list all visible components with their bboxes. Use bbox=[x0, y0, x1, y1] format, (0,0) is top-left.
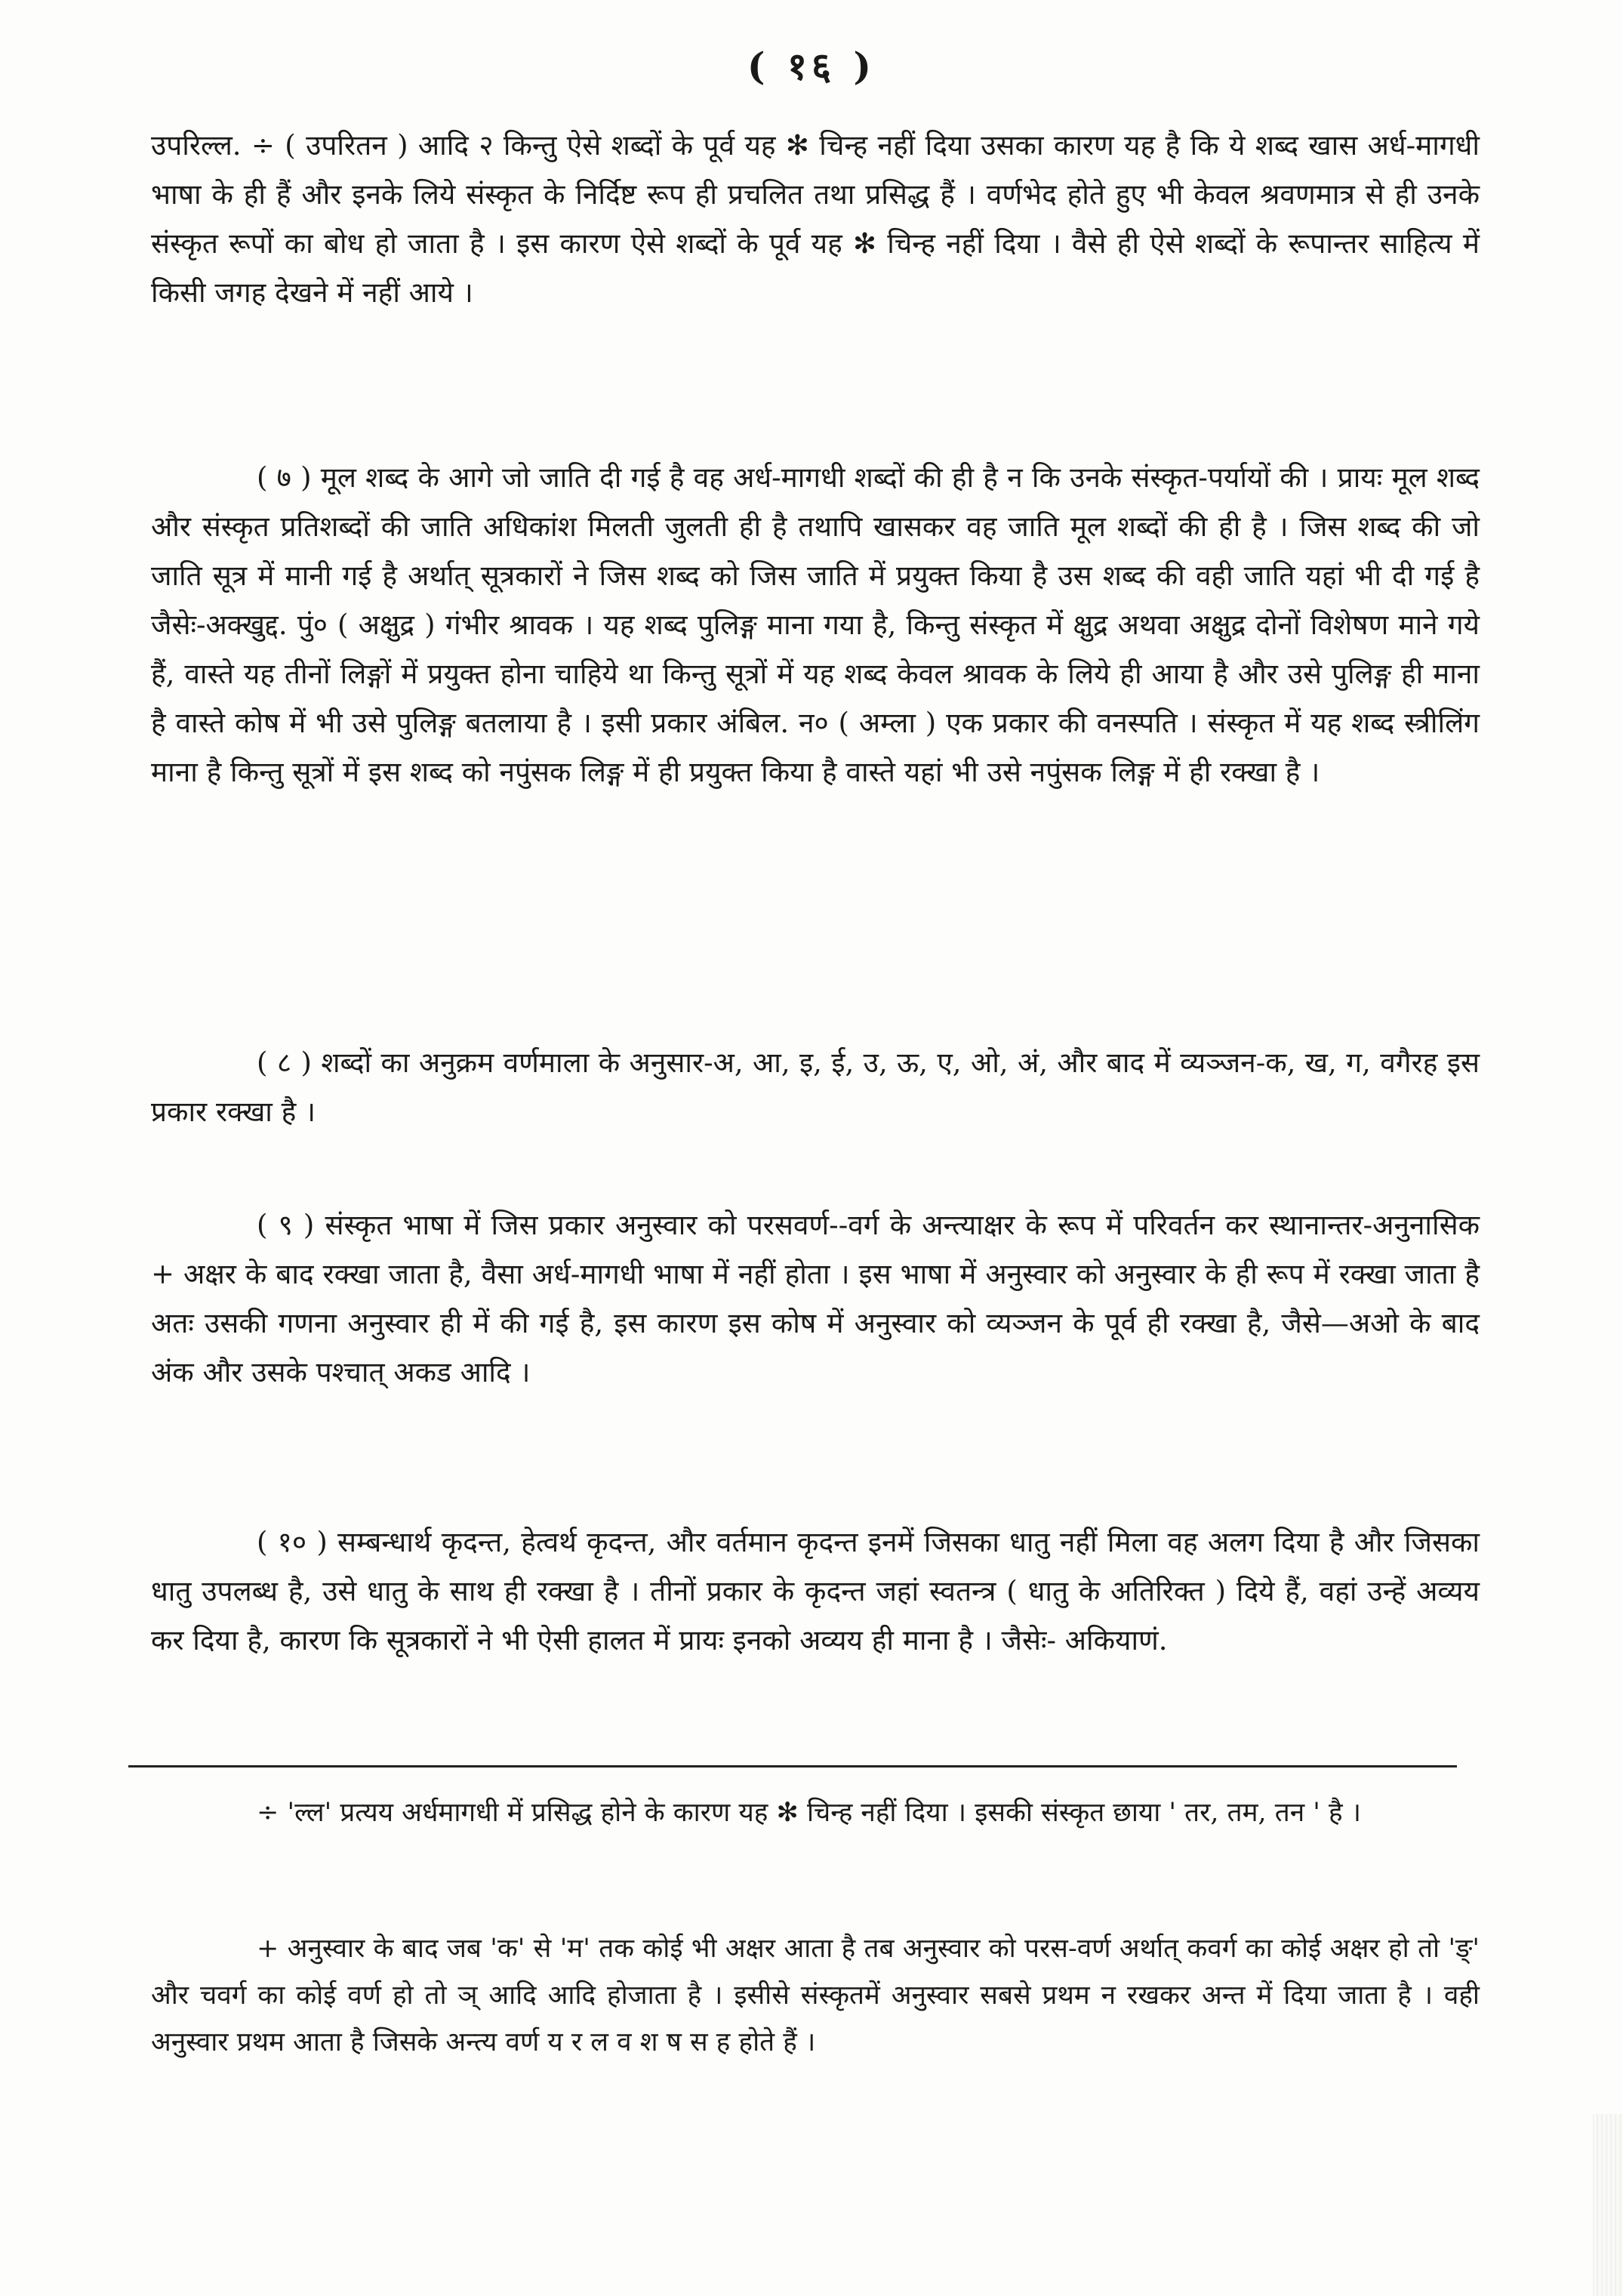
page-number: ( १६ ) bbox=[747, 44, 876, 88]
scan-edge-artifact bbox=[1593, 2114, 1623, 2296]
footnote-text: ÷ 'ल्ल' प्रत्यय अर्धमागधी में प्रसिद्ध होने के कारण यह ✻ चिन्ह नहीं दिया । इसकी संस्कृत छाया ' तर, तम, तन ' है । bbox=[257, 1798, 1362, 1828]
footnote-2 bbox=[151, 1925, 1480, 2066]
footnote-text: + अनुस्वार के बाद जब 'क' से 'म' तक कोई भी अक्षर आता है तब अनुस्वार को परस-वर्ण अर्थात् कवर्ग का कोई अक्षर हो तो 'ङ्' और चवर्ग का कोई वर्ण हो तो ञ् आदि आदि होजाता है । इसीसे संस्कृतमें अनुस्वार सबसे प्रथम न रखकर अन्त में दिया जाता है । वही अनुस्वार प्रथम आता है जिसके अन्त्य वर्ण य र ल व श ष स ह होते हैं । bbox=[151, 1934, 1480, 2057]
paragraph-text: ( ८ ) शब्दों का अनुक्रम वर्णमाला के अनुसार-अ, आ, इ, ई, उ, ऊ, ए, ओ, अं, और बाद में व्यञ्जन-क, ख, ग, वगैरह इस प्रकार रक्खा है । bbox=[151, 1046, 1480, 1128]
paragraph-9 bbox=[151, 1200, 1480, 1397]
footnote-divider bbox=[128, 1765, 1457, 1767]
paragraph-text: उपरिल्ल. ÷ ( उपरितन ) आदि २ किन्तु ऐसे शब्दों के पूर्व यह ✻ चिन्ह नहीं दिया उसका कारण यह है कि ये शब्द खास अर्ध-मागधी भाषा के ही हैं और इनके लिये संस्कृत के निर्दिष्ट रूप ही प्रचलित तथा प्रसिद्ध हैं । वर्णभेद होते हुए भी केवल श्रवणमात्र से ही उनके संस्कृत रूपों का बोध हो जाता है । इस कारण ऐसे शब्दों के पूर्व यह ✻ चिन्ह नहीं दिया । वैसे ही ऐसे शब्दों के रूपान्तर साहित्य में किसी जगह देखने में नहीं आये । bbox=[151, 129, 1480, 309]
paragraph-text: ( ९ ) संस्कृत भाषा में जिस प्रकार अनुस्वार को परसवर्ण--वर्ग के अन्त्याक्षर के रूप में परिवर्तन कर स्थानान्तर-अनुनासिक + अक्षर के बाद रक्खा जाता है, वैसा अर्ध-मागधी भाषा में नहीं होता । इस भाषा में अनुस्वार को अनुस्वार के ही रूप में रक्खा जाता है अतः उसकी गणना अनुस्वार ही में की गई है, इस कारण इस कोष में अनुस्वार को व्यञ्जन के पूर्व ही रक्खा है, जैसे—अओ के बाद अंक और उसके पश्चात् अकड आदि । bbox=[151, 1209, 1480, 1388]
paragraph-7 bbox=[151, 453, 1480, 797]
footnote-1 bbox=[151, 1789, 1480, 1836]
paragraph-10 bbox=[151, 1518, 1480, 1665]
paragraph-text: ( ७ ) मूल शब्द के आगे जो जाति दी गई है वह अर्ध-मागधी शब्दों की ही है न कि उनके संस्कृत-पर्यायों की । प्रायः मूल शब्द और संस्कृत प्रतिशब्दों की जाति अधिकांश मिलती जुलती ही है तथापि खासकर वह जाति मूल शब्दों की ही है । जिस शब्द की जो जाति सूत्र में मानी गई है अर्थात् सूत्रकारों ने जिस शब्द को जिस जाति में प्रयुक्त किया है उस शब्द की वही जाति यहां भी दी गई है जैसेः-अक्खुद्द. पुं० ( अक्षुद्र ) गंभीर श्रावक । यह शब्द पुलिङ्ग माना गया है, किन्तु संस्कृत में क्षुद्र अथवा अक्षुद्र दोनों विशेषण माने गये हैं, वास्ते यह तीनों लिङ्गों में प्रयुक्त होना चाहिये था किन्तु सूत्रों में यह शब्द केवल श्रावक के लिये ही आया है और उसे पुलिङ्ग ही माना है वास्ते कोष में भी उसे पुलिङ्ग बतलाया है । इसी प्रकार अंबिल. न० ( अम्ला ) एक प्रकार की वनस्पति । संस्कृत में यह शब्द स्त्रीलिंग माना है किन्तु सूत्रों में इस शब्द को नपुंसक लिङ्ग में ही प्रयुक्त किया है वास्ते यहां भी उसे नपुंसक लिङ्ग में ही रक्खा है । bbox=[151, 461, 1480, 788]
paragraph-continuation bbox=[151, 121, 1480, 317]
paragraph-text: ( १० ) सम्बन्धार्थ कृदन्त, हेत्वर्थ कृदन्त, और वर्तमान कृदन्त इनमें जिसका धातु नहीं मिला वह अलग दिया है और जिसका धातु उपलब्ध है, उसे धातु के साथ ही रक्खा है । तीनों प्रकार के कृदन्त जहां स्वतन्त्र ( धातु के अतिरिक्त ) दिये हैं, वहां उन्हें अव्यय कर दिया है, कारण कि सूत्रकारों ने भी ऐसी हालत में प्रायः इनको अव्यय ही माना है । जैसेः- अकियाणं. bbox=[151, 1526, 1480, 1657]
paragraph-8 bbox=[151, 1038, 1480, 1136]
